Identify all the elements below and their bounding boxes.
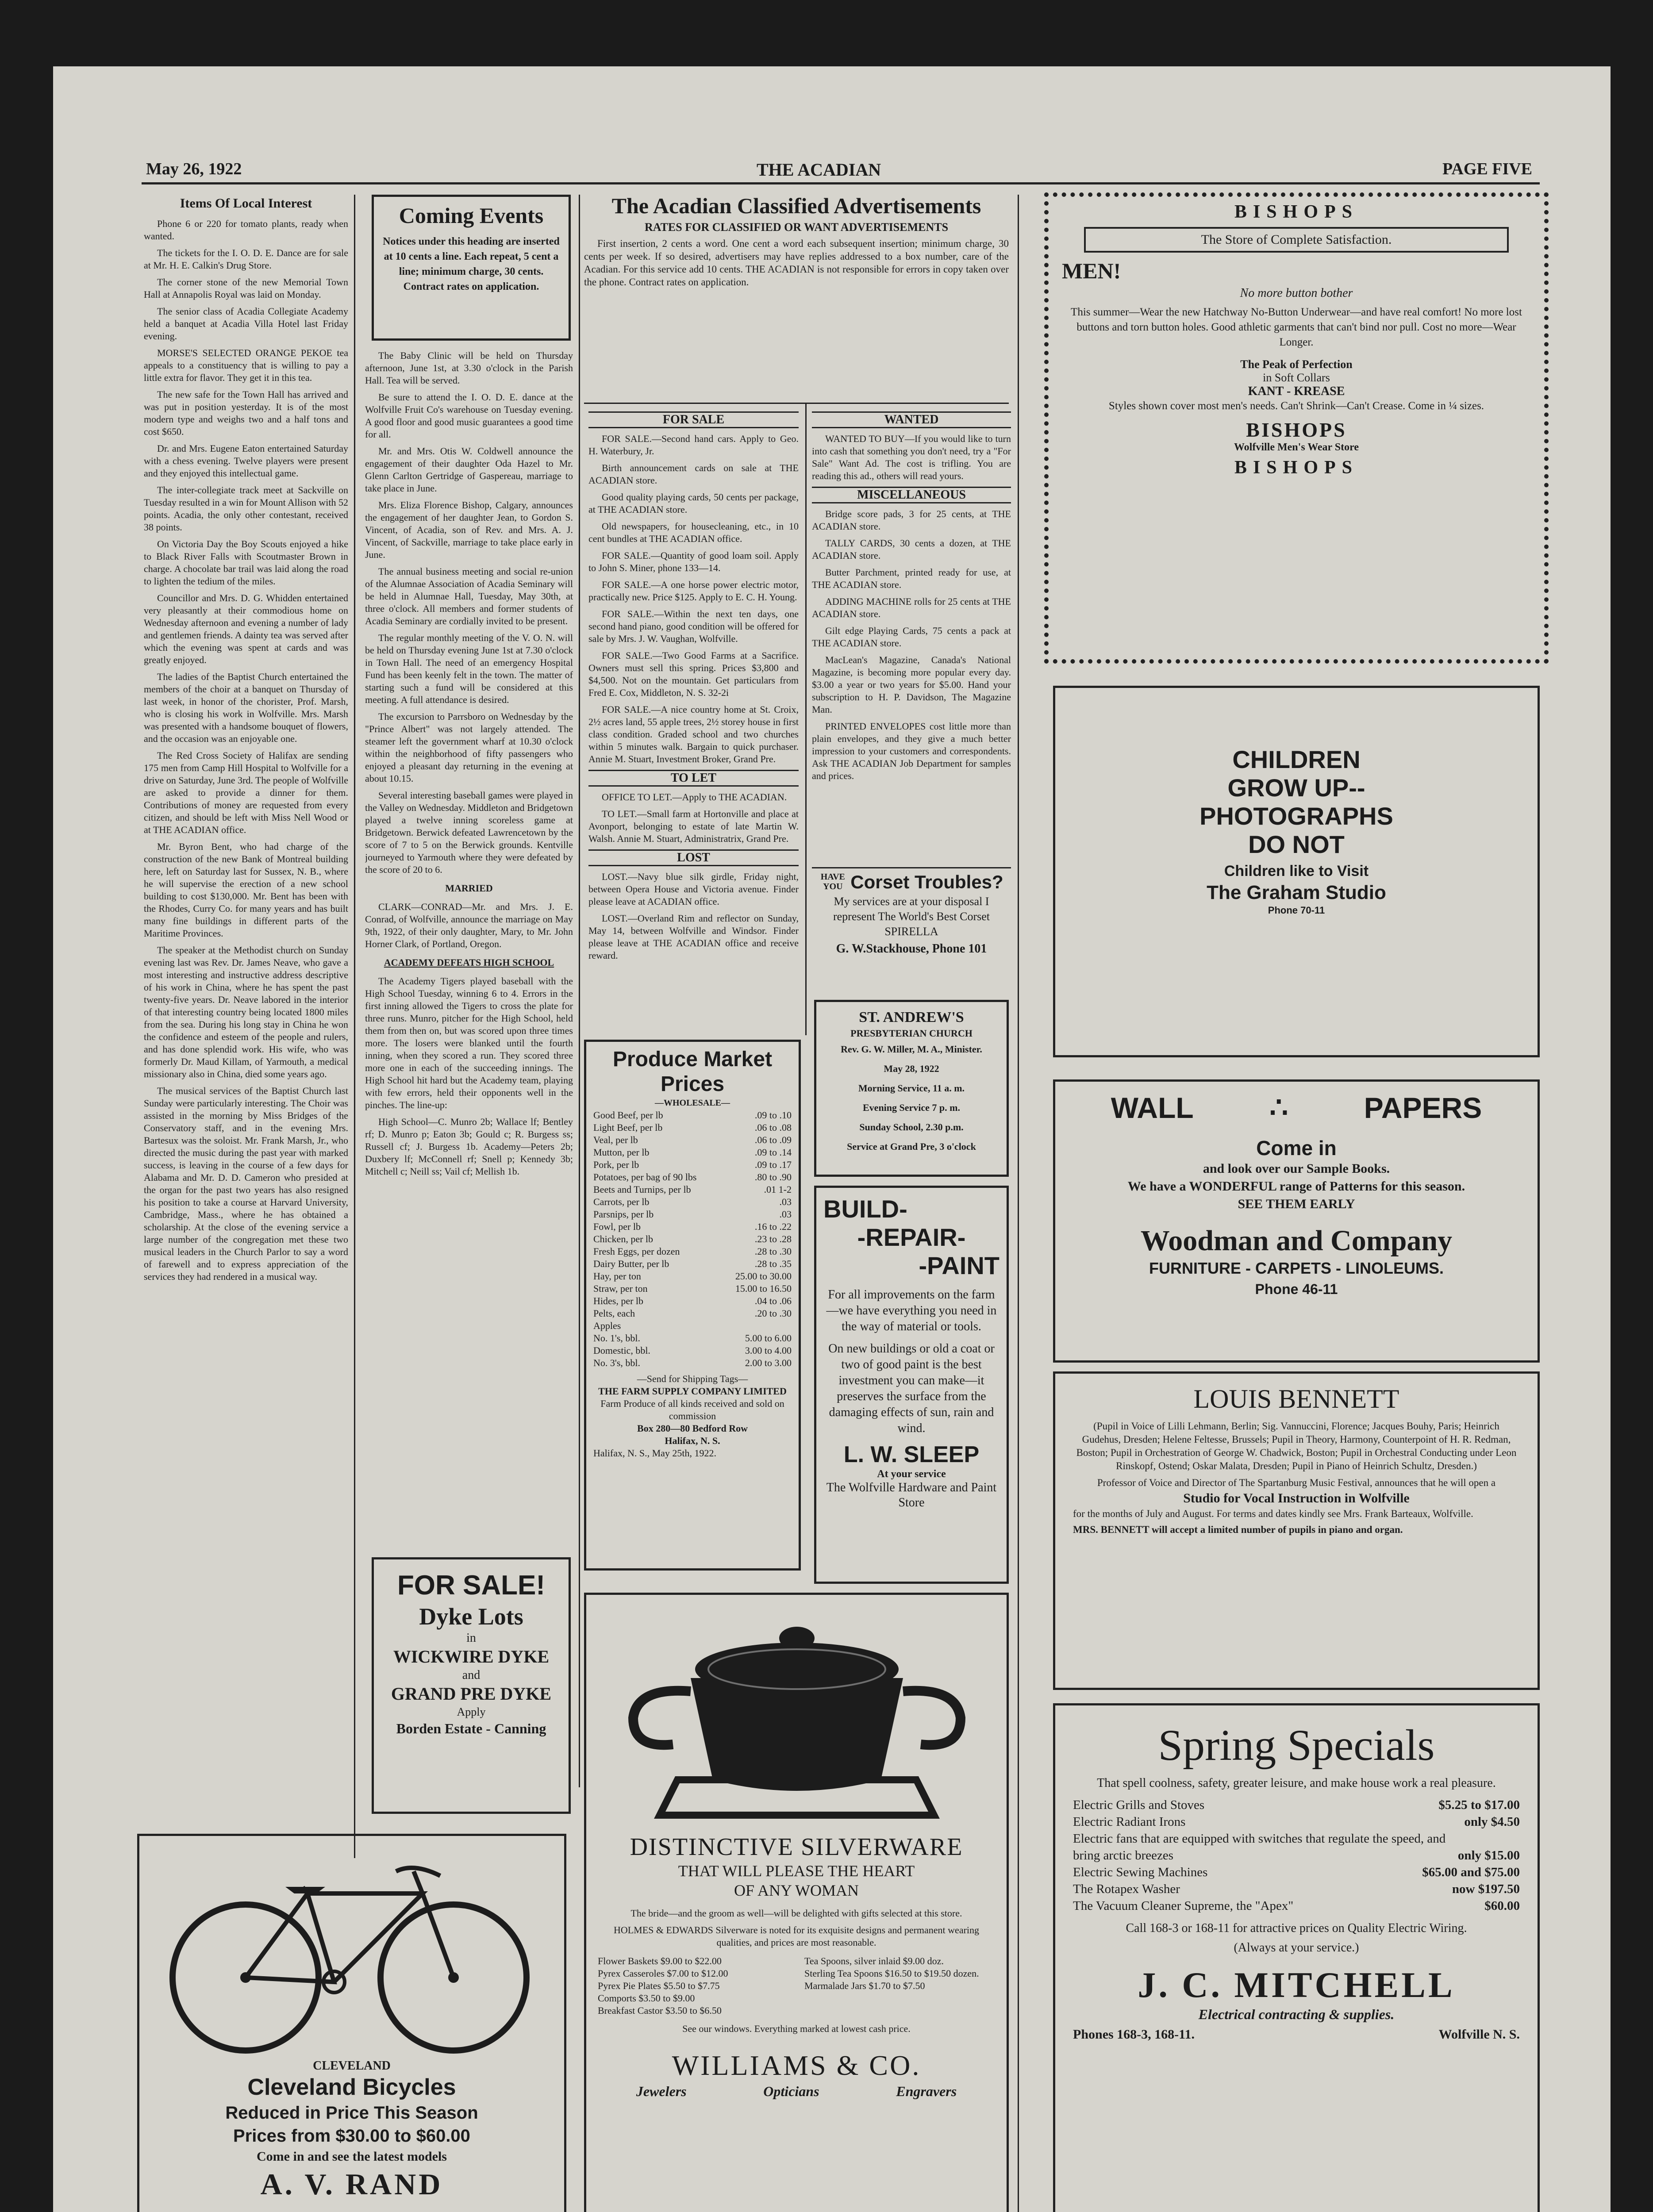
produce-item: Pelts, each [593, 1308, 635, 1319]
mitchell-item-price: $65.00 and $75.00 [1422, 1865, 1520, 1879]
lost-item: LOST.—Overland Rim and reflector on Sunday, May 14, between Wolfville and Windsor. Finder please leave at THE ACADIAN office and receive reward. [588, 913, 799, 961]
column-divider [354, 195, 355, 1858]
local-item: The tickets for the I. O. D. E. Dance are for sale at Mr. H. E. Calkin's Drug Store. [144, 247, 348, 271]
for-sale-item: FOR SALE.—A one horse power electric motor, practically new. Price $125. Apply to E. C. H. Young. [588, 579, 799, 603]
mitchell-intro: That spell coolness, safety, greater leisure, and make house work a real pleasure. [1097, 1776, 1496, 1790]
produce-item: Potatoes, per bag of 90 lbs [593, 1171, 697, 1183]
column-divider [579, 195, 580, 1787]
produce-item: Carrots, per lb [593, 1196, 650, 1207]
local-item: Phone 6 or 220 for tomato plants, ready when wanted. [144, 218, 348, 242]
produce-price: 15.00 to 16.50 [735, 1283, 792, 1294]
build-body: For all improvements on the farm—we have everything you need in the way of material or tools. [826, 1288, 997, 1333]
church-minister: Rev. G. W. Miller, M. A., Minister. [841, 1044, 982, 1055]
produce-market-ad [584, 1040, 801, 1571]
woodman-goods: FURNITURE - CARPETS - LINOLEUMS. [1149, 1259, 1444, 1277]
produce-row [593, 1258, 792, 1270]
mitchell-item-price: now $197.50 [1452, 1882, 1520, 1896]
mitchell-contact [1073, 2027, 1520, 2042]
to-let-item: OFFICE TO LET.—Apply to THE ACADIAN. [602, 791, 787, 803]
for-sale-item: FOR SALE.—Within the next ten days, one second hand piano, good condition will be offered for sale by Mrs. J. W. Vaughan, Wolfville. [588, 608, 799, 644]
produce-row [593, 1109, 792, 1121]
mitchell-item [1073, 1864, 1520, 1881]
silverware-sub: THAT WILL PLEASE THE HEART [678, 1862, 915, 1880]
classified-header [584, 192, 1009, 400]
mitchell-item [1073, 1830, 1520, 1864]
bishops-name: BISHOPS [1246, 419, 1347, 441]
produce-row [593, 1357, 792, 1369]
produce-row [593, 1295, 792, 1307]
woodman-company: Woodman and Company [1140, 1225, 1453, 1257]
corset-contact: G. W.Stackhouse, Phone 101 [836, 942, 987, 956]
church-grand-pre: Service at Grand Pre, 3 o'clock [847, 1141, 976, 1152]
produce-price: .09 to .17 [754, 1159, 792, 1170]
local-item: Councillor and Mrs. D. G. Whidden entertained very pleasantly at their commodious home on Wednesday afternoon and evening a number of lady and gentlemen friends. A dainty tea was served after which the evening was spent at cards and was greatly enjoyed. [144, 592, 348, 665]
bishops-body: This summer—Wear the new Hatchway No-Button Underwear—and have real comfort! No more lost buttons and torn button holes. Good athletic garments that can't bind nor pull. Cost no more—Wear Longer. [1071, 306, 1522, 348]
event-item: Mr. and Mrs. Otis W. Coldwell announce the engagement of their daughter Oda Hazel to Mr. Glenn Carlton Gertridge of Gaspereau, marriage to take place in June. [365, 445, 573, 494]
dyke-line: Dyke Lots [419, 1603, 523, 1630]
church-morning: Morning Service, 11 a. m. [858, 1083, 965, 1094]
for-sale-item: Old newspapers, for housecleaning, etc., in 10 cent bundles at THE ACADIAN office. [588, 521, 799, 544]
produce-price: .16 to .22 [754, 1221, 792, 1232]
produce-item: Chicken, per lb [593, 1233, 654, 1244]
event-item: The excursion to Parrsboro on Wednesday by the "Prince Albert" was not largely attended. The steamer left the government wharf at 10.30 o'clock within the neighborhood of fifty passengers who enjoyed a pleasant day returning in the evening at about 10.15. [365, 711, 573, 784]
mitchell-always: (Always at your service.) [1234, 1941, 1359, 1955]
coming-events-title: Coming Events [399, 203, 544, 228]
silverware-trades [598, 2083, 995, 2100]
build-title: -PAINT [919, 1252, 999, 1279]
wanted-item: WANTED TO BUY—If you would like to turn into cash that something you don't need, try a "For Sale" Want Ad. The cost is trifling. You are reading this ad., others will read yours. [812, 433, 1011, 481]
wall-word: WALL [1111, 1091, 1194, 1124]
local-item: On Victoria Day the Boy Scouts enjoyed a hike to Black River Falls with Scoutmaster Brown in charge. A chocolate bar trail was laid along the road to lighten the tedium of the miles. [144, 538, 348, 587]
mitchell-item-name: Electric Radiant Irons [1073, 1815, 1186, 1829]
wallpapers-heading [1073, 1091, 1520, 1125]
graham-studio-name: The Graham Studio [1207, 882, 1386, 903]
church-sub: PRESBYTERIAN CHURCH [850, 1028, 973, 1039]
married-heading: MARRIED [445, 883, 493, 894]
papers-word: PAPERS [1364, 1091, 1482, 1124]
coming-events-box [372, 195, 571, 341]
academy-report: The Academy Tigers played baseball with the High School Tuesday, winning 6 to 4. Errors in the first inning allowed the Tigers to cross the plate for three runs. Munro, pitcher for the High School, held them from then on, but was scored upon three times more. The losers were blanked until the fourth inning, when they scored a run. They scored three more one in each of the succeeding innings. The High School hit hard but the Academy team, playing with few errors, held their opponents well in the pinches. The line-up: [365, 975, 573, 1110]
woodman-wonderful: We have a WONDERFUL range of Patterns for this season. [1127, 1179, 1465, 1194]
corset-have-you: HAVE YOU [820, 872, 845, 891]
mitchell-item [1073, 1897, 1520, 1914]
produce-row [593, 1320, 792, 1332]
produce-item: Mutton, per lb [593, 1147, 650, 1158]
mitchell-item-price: $5.25 to $17.00 [1438, 1798, 1520, 1812]
bennett-prof: Professor of Voice and Director of The Spartanburg Music Festival, announces that he will open a [1097, 1477, 1496, 1488]
married-notice: CLARK—CONRAD—Mr. and Mrs. J. E. Conrad, of Wolfville, announce the marriage on May 9th, 1922, of their only daughter, Mary, to Mr. John Horner Clark, of Portland, Oregon. [365, 901, 573, 949]
silverware-body: HOLMES & EDWARDS Silverware is noted for its exquisite designs and permanent wearing qualities, and prices are most reasonable. [613, 1924, 980, 1948]
produce-item: Hay, per ton [593, 1271, 641, 1282]
classified-rates: First insertion, 2 cents a word. One cent a word each subsequent insertion; minimum charge, 30 cents per week. If so desired, advertisers may have replies addressed to a box number, care of the Acadian. For this service add 10 cents. THE ACADIAN is not responsible for errors in copy taken over the phone. Contract rates on application. [584, 238, 1009, 288]
silverware-item: Pyrex Casseroles $7.00 to $12.00 [598, 1968, 728, 1979]
produce-item: No. 1's, bbl. [593, 1333, 641, 1344]
graham-line: PHOTOGRAPHS [1199, 802, 1393, 830]
produce-price: .28 to .30 [754, 1246, 792, 1257]
mitchell-electric-ad [1053, 1703, 1540, 2212]
bennett-music-ad [1053, 1371, 1540, 1690]
mitchell-trade: Electrical contracting & supplies. [1198, 2006, 1395, 2022]
produce-price: .23 to .28 [754, 1233, 792, 1244]
graham-line: CHILDREN [1232, 745, 1361, 773]
bicycle-line: Reduced in Price This Season [225, 2103, 478, 2123]
build-store: The Wolfville Hardware and Paint Store [826, 1481, 997, 1509]
event-item: Several interesting baseball games were played in the Valley on Wednesday. Middleton and Bridgetown played a twelve inning scoreless game at Bridgetown. Berwick defeated Lawrencetown by the score of 7 to 5 on the Berwick grounds. Kentville journeyed to Yarmouth where they were defeated by the score of 20 to 6. [365, 790, 573, 875]
produce-row [593, 1183, 792, 1196]
produce-row [593, 1196, 792, 1208]
silverware-title: DISTINCTIVE SILVERWARE [630, 1833, 963, 1861]
column-divider [1018, 195, 1019, 2212]
church-notice [814, 1000, 1009, 1177]
local-item: Mr. Byron Bent, who had charge of the construction of the new Bank of Montreal building here, left on Saturday last for Sussex, N. B., where he will supervise the erection of a new school building to cost $130,000. Mr. Bent has been with the Rhodes, Curry Co. for many years and has built many fine buildings in different parts of the Maritime Provinces. [144, 841, 348, 939]
classified-title: The Acadian Classified Advertisements [611, 193, 981, 218]
mitchell-item [1073, 1813, 1520, 1830]
dyke-contact: Borden Estate - Canning [396, 1720, 546, 1736]
for-sale-item: FOR SALE.—Quantity of good loam soil. Apply to John S. Miner, phone 133—14. [588, 550, 799, 573]
church-title: ST. ANDREW'S [859, 1009, 964, 1025]
dyke-line: in [466, 1631, 476, 1645]
produce-row [593, 1245, 792, 1258]
local-item: The Red Cross Society of Halifax are sending 175 men from Camp Hill Hospital to Wolfville for a drive on Saturday, June 3rd. The people of Wolfville are asked to provide a dinner for them. Contributions of money are requested from every citizen, and should be left with Miss Nell Wood or at THE ACADIAN office. [144, 750, 348, 835]
bishops-men: MEN! [1062, 258, 1121, 283]
produce-price: .09 to .14 [754, 1147, 792, 1158]
dyke-title: FOR SALE! [397, 1570, 546, 1601]
silverware-company: WILLIAMS & CO. [672, 2050, 921, 2081]
bishops-ad [1044, 192, 1549, 664]
silverware-item: Tea Spoons, silver inlaid $9.00 doz. [804, 1955, 944, 1966]
dyke-line: GRAND PRE DYKE [391, 1684, 552, 1704]
bicycle-dealer: A. V. RAND [260, 2167, 443, 2201]
produce-farm: Farm Produce of all kinds received and sold on commission [600, 1398, 784, 1421]
for-sale-item: FOR SALE.—Second hand cars. Apply to Geo. H. Waterbury, Jr. [588, 433, 799, 457]
issue-date: May 26, 1922 [146, 160, 242, 178]
lost-item: LOST.—Navy blue silk girdle, Friday night, between Opera House and Victoria avenue. Finder please leave at ACADIAN office. [588, 871, 799, 907]
produce-row [593, 1121, 792, 1134]
bishops-name: BISHOPS [1234, 457, 1359, 478]
coming-events-notice: Notices under this heading are inserted at 10 cents a line. Each repeat, 5 cent a line; minimum charge, 30 cents. Contract rates on application. [383, 236, 560, 292]
graham-studio-ad [1053, 686, 1540, 1057]
corset-title: Corset Troubles? [850, 871, 1003, 892]
bennett-months: for the months of July and August. For terms and dates kindly see Mrs. Frank Barteaux, Wolfville. [1073, 1508, 1473, 1519]
mitchell-name: J. C. MITCHELL [1138, 1965, 1455, 2005]
misc-item: ADDING MACHINE rolls for 25 cents at THE ACADIAN store. [812, 596, 1011, 619]
silverware-sub: OF ANY WOMAN [734, 1882, 859, 1899]
mitchell-town: Wolfville N. S. [1438, 2027, 1520, 2042]
bennett-studio: Studio for Vocal Instruction in Wolfville [1183, 1491, 1410, 1505]
misc-item: Bridge score pads, 3 for 25 cents, at THE ACADIAN store. [812, 508, 1011, 532]
graham-phone: Phone 70-11 [1268, 905, 1325, 916]
produce-item: Domestic, bbl. [593, 1345, 650, 1356]
silverware-item: Sterling Tea Spoons $16.50 to $19.50 dozen. [804, 1968, 979, 1979]
mitchell-item-price: $60.00 [1484, 1899, 1520, 1913]
local-interest-column [144, 195, 348, 1871]
classified-subtitle: RATES FOR CLASSIFIED OR WANT ADVERTISEMENTS [644, 221, 949, 234]
for-sale-item: Good quality playing cards, 50 cents per package, at THE ACADIAN store. [588, 492, 799, 515]
coming-events-column [365, 349, 573, 1601]
to-let-item: TO LET.—Small farm at Hortonville and place at Avonport, belonging to estate of late Martin W. Walsh. Annie M. Stuart, Administratrix, Grand Pre. [588, 808, 799, 844]
produce-item: Beets and Turnips, per lb [593, 1184, 691, 1195]
local-item: The musical services of the Baptist Church last Sunday were particularly interesting. The Choir was assisted in the morning by Miss Bridges of the Conservatory staff, and in the evening Mrs. Bartesux was the soloist. Mr. Frank Marsh, Jr., who directed the music during the past year with marked success, is leaving in the course of a few days for Alabama and Mr. D. D. Cameron who presided at the organ for the past two years has also resigned his position to take a course at Harvard University, Cambridge, Mass., where he has obtained a scholarship. At the close of the evening service a large number of the congregation met these two musical leaders in the Church Parlor to say a word of farewell and to express appreciation of the services they had rendered in a musical way. [144, 1085, 348, 1282]
produce-price: .80 to .90 [754, 1171, 792, 1183]
church-date: May 28, 1922 [884, 1063, 939, 1074]
wanted-heading: WANTED [812, 411, 1011, 428]
corset-body: My services are at your disposal I represent The World's Best Corset SPIRELLA [833, 895, 990, 938]
produce-price-table [593, 1109, 792, 1369]
local-item: Dr. and Mrs. Eugene Eaton entertained Saturday with a chess evening. Twelve players were present and they enjoyed this intellectual game. [144, 443, 348, 479]
bennett-mrs: MRS. BENNETT will accept a limited number of pupils in piano and organ. [1073, 1524, 1403, 1535]
misc-item: MacLean's Magazine, Canada's National Magazine, is becoming more popular every day. $3.00 a year or two years for $5.00. Hand your subscription to H. P. Davidson, The Magazine Man. [812, 654, 1011, 715]
produce-item: Parsnips, per lb [593, 1209, 654, 1220]
build-dealer: L. W. SLEEP [843, 1442, 980, 1467]
bennett-body: (Pupil in Voice of Lilli Lehmann, Berlin; Sig. Vannuccini, Florence; Jacques Bouhy, Paris; Heinrich Gudehus, Dresden; Helene Feltesse, Brussels; Pupil in Theory, Harmony, Counterpoint of H. R. Redman, Boston; Pupil in Orchestration of George W. Chadwick, Boston; Pupil in Orchestral Conducting under Leon Rinskopf, Ostend; Oskar Malata, Dresden; Pupil in Piano of Heinrich Schultz, Dresden.) [1076, 1421, 1517, 1471]
dyke-line: and [462, 1668, 481, 1682]
trade-label: Opticians [763, 2083, 819, 2099]
produce-title: Produce Market Prices [612, 1048, 773, 1096]
produce-row [593, 1134, 792, 1146]
produce-item: Apples [593, 1320, 621, 1331]
produce-row [593, 1283, 792, 1295]
local-item: The senior class of Acadia Collegiate Academy held a banquet at Acadia Villa Hotel last Friday evening. [144, 306, 348, 342]
misc-item: PRINTED ENVELOPES cost little more than plain envelopes, and they give a much better impression to your customers and correspondents. Ask THE ACADIAN Job Department for samples and prices. [812, 721, 1011, 781]
local-item: The corner stone of the new Memorial Town Hall at Annapolis Royal was laid on Monday. [144, 276, 348, 300]
trade-label: Jewelers [636, 2083, 687, 2099]
for-sale-item: FOR SALE.—Two Good Farms at a Sacrifice. Owners must sell this spring. Prices $3,800 and $4,500. Not on the mountain. Get particulars from Fred E. Cox, Middleton, N. S. 32-2i [588, 650, 799, 698]
produce-city: Halifax, N. S. [665, 1435, 720, 1446]
misc-item: Butter Parchment, printed ready for use, at THE ACADIAN store. [812, 567, 1011, 590]
wall-dots: ∴ [1269, 1091, 1288, 1124]
bicycle-brand: CLEVELAND [313, 2059, 391, 2073]
header-rule [142, 182, 1540, 184]
produce-item: Pork, per lb [593, 1159, 639, 1170]
local-item: The ladies of the Baptist Church entertained the members of the choir at a banquet on Thursday of last week, in honor of the chorister, Prof. Marsh, who is closing his work in Wolfville. Mrs. Marsh was presented with a handsome bouquet of flowers, and the occasion was an enjoyable one. [144, 671, 348, 744]
silverware-item: Pyrex Pie Plates $5.50 to $7.75 [598, 1980, 720, 1991]
mitchell-item-name: Electric fans that are equipped with switches that regulate the speed, and bring arctic breezes [1073, 1832, 1446, 1863]
dyke-line: WICKWIRE DYKE [393, 1647, 550, 1667]
produce-dateline: Halifax, N. S., May 25th, 1922. [593, 1448, 717, 1459]
mitchell-item-name: Electric Sewing Machines [1073, 1865, 1208, 1879]
woodman-phone: Phone 46-11 [1255, 1281, 1338, 1297]
mitchell-item-price: only $4.50 [1464, 1815, 1520, 1829]
produce-price: .03 [779, 1209, 792, 1220]
bishops-collars: in Soft Collars [1263, 371, 1330, 384]
produce-price: .04 to .06 [754, 1295, 792, 1306]
graham-line: DO NOT [1248, 830, 1345, 858]
local-item: The new safe for the Town Hall has arrived and was put in position yesterday. It is of the most modern type and weighs two and a half tons and cost $650. [144, 389, 348, 437]
to-let-heading: TO LET [588, 770, 799, 787]
produce-price: 5.00 to 6.00 [745, 1333, 792, 1344]
woodman-wallpaper-ad [1053, 1079, 1540, 1363]
produce-company: THE FARM SUPPLY COMPANY LIMITED [598, 1386, 787, 1397]
produce-price: .01 1-2 [764, 1184, 792, 1195]
produce-row [593, 1307, 792, 1320]
build-body: On new buildings or old a coat or two of good paint is the best investment you can make—it preserves the surface from the damaging effects of sun, rain and wind. [828, 1342, 995, 1435]
bicycle-illustration [148, 1845, 546, 2057]
event-item: The annual business meeting and social re-union of the Alumnae Association of Acadia Seminary will be held in Alumnae Hall, Tuesday, May 30th, at three o'clock. All members and former students of Acadia Seminary are cordially invited to be present. [365, 566, 573, 626]
produce-item: Fowl, per lb [593, 1221, 641, 1232]
for-sale-heading: FOR SALE [588, 411, 799, 428]
bicycle-title: Cleveland Bicycles [247, 2074, 456, 2100]
silverware-body: The bride—and the groom as well—will be delighted with gifts selected at this store. [630, 1908, 962, 1919]
classified-rule [584, 403, 1009, 404]
dyke-line: Apply [457, 1705, 486, 1718]
silverware-item: Breakfast Castor $3.50 to $6.50 [598, 2005, 722, 2016]
bicycle-prices: Prices from $30.00 to $60.00 [233, 2126, 470, 2146]
produce-box: Box 280—80 Bedford Row [637, 1423, 748, 1434]
produce-price: .06 to .08 [754, 1122, 792, 1133]
for-sale-item: FOR SALE.—A nice country home at St. Croix, 2½ acres land, 55 apple trees, 2½ storey house in first class condition. Graded school and two churches within 5 minutes walk. Bargain to quick purchaser. Annie M. Stuart, Investment Broker, Grand Pre. [588, 704, 799, 764]
for-sale-item: Birth announcement cards on sale at THE ACADIAN store. [588, 462, 799, 486]
silverware-item: Comports $3.50 to $9.00 [598, 1993, 695, 2004]
lost-heading: LOST [588, 849, 799, 866]
silverware-ad [584, 1593, 1009, 2212]
produce-item: Veal, per lb [593, 1134, 638, 1145]
produce-price: 25.00 to 30.00 [735, 1271, 792, 1282]
event-item: Mrs. Eliza Florence Bishop, Calgary, announces the engagement of her daughter Jean, to Gordon S. Vincent, of Acadia, son of Rev. and Mrs. A. J. Vincent, of Sackville, marriage to take place early in June. [365, 499, 573, 560]
produce-item: Straw, per ton [593, 1283, 648, 1294]
mitchell-title: Spring Specials [1158, 1720, 1435, 1770]
classified-left-column [588, 407, 799, 1035]
produce-item: Hides, per lb [593, 1295, 644, 1306]
dyke-lots-ad [372, 1557, 571, 1814]
produce-price: .06 to .09 [754, 1134, 792, 1145]
produce-item: Dairy Butter, per lb [593, 1258, 669, 1269]
graham-line: Children like to Visit [1224, 863, 1369, 879]
produce-row [593, 1146, 792, 1159]
silver-casserole-illustration [598, 1603, 996, 1833]
bicycle-ad [137, 1834, 566, 2212]
bishops-kant: KANT - KREASE [1248, 384, 1345, 398]
academy-heading: ACADEMY DEFEATS HIGH SCHOOL [384, 957, 554, 968]
mitchell-item-name: The Vacuum Cleaner Supreme, the "Apex" [1073, 1899, 1294, 1913]
event-item: The Baby Clinic will be held on Thursday afternoon, June 1st, at 3.30 o'clock in the Parish Hall. Tea will be served. [365, 350, 573, 386]
mitchell-call: Call 168-3 or 168-11 for attractive prices on Quality Electric Wiring. [1126, 1921, 1467, 1935]
mitchell-price-list [1073, 1797, 1520, 1914]
build-service: At your service [877, 1468, 946, 1480]
produce-shipping: —Send for Shipping Tags— [637, 1373, 748, 1384]
mitchell-phones: Phones 168-3, 168-11. [1073, 2027, 1195, 2042]
produce-row [593, 1270, 792, 1283]
produce-item: No. 3's, bbl. [593, 1357, 641, 1368]
produce-wholesale: —WHOLESALE— [654, 1098, 730, 1108]
woodman-come: Come in [1256, 1137, 1337, 1160]
produce-row [593, 1233, 792, 1245]
mitchell-item-name: The Rotapex Washer [1073, 1882, 1180, 1896]
trade-label: Engravers [896, 2083, 957, 2099]
produce-price: .09 to .10 [754, 1110, 792, 1121]
produce-item: Light Beef, per lb [593, 1122, 663, 1133]
produce-price: .28 to .35 [754, 1258, 792, 1269]
bishops-styles: Styles shown cover most men's needs. Can't Shrink—Can't Crease. Come in ¼ sizes. [1108, 400, 1484, 412]
mitchell-item [1073, 1881, 1520, 1897]
build-repair-paint-ad [814, 1186, 1009, 1584]
silverware-item: Marmalade Jars $1.70 to $7.50 [804, 1980, 925, 1991]
produce-item: Fresh Eggs, per dozen [593, 1246, 680, 1257]
produce-item: Good Beef, per lb [593, 1110, 663, 1121]
misc-heading: MISCELLANEOUS [812, 487, 1011, 503]
silverware-windows: See our windows. Everything marked at lowest cash price. [682, 2023, 911, 2034]
mitchell-item [1073, 1797, 1520, 1813]
church-sunday-school: Sunday School, 2.30 p.m. [859, 1121, 964, 1133]
build-title: BUILD- [823, 1195, 907, 1223]
bishops-no-more: No more button bother [1240, 286, 1353, 300]
woodman-early: SEE THEM EARLY [1238, 1197, 1355, 1211]
woodman-look: and look over our Sample Books. [1203, 1161, 1390, 1176]
misc-item: TALLY CARDS, 30 cents a dozen, at THE ACADIAN store. [812, 538, 1011, 561]
silverware-item: Flower Baskets $9.00 to $22.00 [598, 1955, 722, 1966]
bishops-tagline: The Store of Complete Satisfaction. [1084, 227, 1509, 253]
academy-lineup: High School—C. Munro 2b; Wallace lf; Bentley rf; D. Munro p; Eaton 3b; Gould c; R. Burgess ss; Russell cf; J. Burgess 1b. Academy—Peters 2b; Duxbery lf; McConnell rf; Snell p; Kennedy 3b; Mitchell c; Neill ss; Vail cf; Mellish 1b. [365, 1116, 573, 1177]
mitchell-item-price: only $15.00 [1457, 1848, 1520, 1863]
produce-row [593, 1332, 792, 1344]
produce-row [593, 1159, 792, 1171]
produce-row [593, 1221, 792, 1233]
silverware-price-list [598, 1955, 995, 2017]
bicycle-line: Come in and see the latest models [257, 2149, 447, 2164]
build-title: -REPAIR- [857, 1223, 966, 1251]
masthead-title: THE ACADIAN [757, 160, 881, 180]
produce-price: .20 to .30 [754, 1308, 792, 1319]
local-item: MORSE'S SELECTED ORANGE PEKOE tea appeals to a constituency that is willing to pay a little extra for flavor. They get it in this tea. [144, 347, 348, 383]
produce-row [593, 1208, 792, 1221]
event-item: Be sure to attend the I. O. D. E. dance at the Wolfville Fruit Co's warehouse on Tuesday evening. A good floor and good music guarantees a good time for all. [365, 392, 573, 440]
classified-divider [805, 403, 807, 1035]
mitchell-item-name: Electric Grills and Stoves [1073, 1798, 1205, 1812]
local-interest-heading: Items Of Local Interest [180, 196, 312, 211]
produce-price: .03 [779, 1196, 792, 1207]
event-item: The regular monthly meeting of the V. O. N. will be held on Thursday evening June 1st at 7.30 o'clock in Town Hall. The need of an emergency Hospital Fund has been keenly felt in the town. The matter of starting such a fund will be considered at this meeting. A full attendance is desired. [365, 632, 573, 705]
bishops-store: Wolfville Men's Wear Store [1234, 442, 1359, 453]
bishops-name: BISHOPS [1234, 202, 1359, 222]
local-item: The inter-collegiate track meet at Sackville on Tuesday resulted in a win for Mount Allison with 52 points. Acadia, the only other contestant, received 38 points. [144, 484, 348, 533]
produce-row [593, 1344, 792, 1357]
produce-price: 2.00 to 3.00 [745, 1357, 792, 1368]
local-item: The speaker at the Methodist church on Sunday evening last was Rev. Dr. James Neave, who gave a most interesting and instructive address descriptive of his work in China, where he has spent the past twenty-five years. Dr. Neave labored in the interior of that interesting country being located 1800 miles from the sea. During his long stay in China he won the confidence and esteem of the people and rulers, and has done splendid work. His wife, who was formerly Dr. Maud Killam, of Yarmouth, a medical missionary also in China, died some years ago. [144, 945, 348, 1079]
classified-right-column [812, 407, 1011, 858]
misc-item: Gilt edge Playing Cards, 75 cents a pack at THE ACADIAN store. [812, 625, 1011, 649]
graham-line: GROW UP-- [1227, 774, 1365, 802]
church-evening: Evening Service 7 p. m. [863, 1102, 960, 1113]
produce-row [593, 1171, 792, 1183]
corset-ad [812, 867, 1011, 1005]
bishops-peak: The Peak of Perfection [1240, 358, 1353, 371]
bennett-name: LOUIS BENNETT [1193, 1384, 1399, 1413]
produce-price: 3.00 to 4.00 [745, 1345, 792, 1356]
page-number: PAGE FIVE [1442, 160, 1533, 178]
newspaper-page [53, 66, 1611, 2212]
